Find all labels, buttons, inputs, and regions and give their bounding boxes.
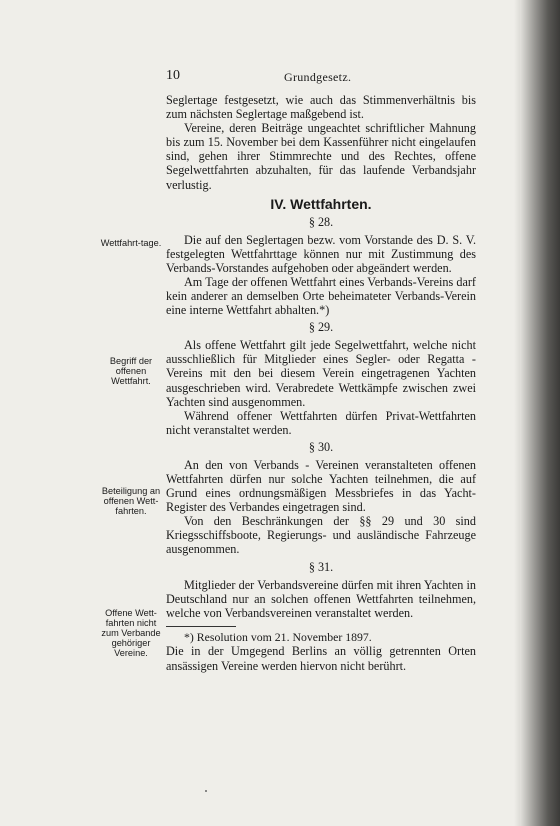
paragraph: Als offene Wettfahrt gilt jede Segelwettfahrt, welche nicht ausschließlich für Mitglieder eines Segler- oder Regatta - Vereins mit den bei diesem Verein eingetragenen Yachten ausgeschrieben wird. Verabredete Wettkämpfe zwischen zwei Yachten sind ausgenommen. bbox=[166, 338, 476, 409]
paragraph: Vereine, deren Beiträge ungeachtet schriftlicher Mahnung bis zum 15. November bei dem Kassenführer nicht eingelaufen sind, gehen ihrer Stimmrechte und des Rechtes, offene Segelwettfahrten abzuhalten, für das laufende Verbandsjahr verlustig. bbox=[166, 121, 476, 192]
margin-note: Beteiligung an offenen Wett-fahrten. bbox=[101, 486, 161, 516]
running-head: Grundgesetz. bbox=[284, 70, 352, 84]
page-number: 10 bbox=[166, 68, 180, 83]
paragraph: An den von Verbands - Vereinen veranstalteten offenen Wettfahrten dürfen nur solche Yachten teilnehmen, die auf Grund eines ordnungsmäßigen Messbriefes in das Yacht-Register des Verbandes eingetragen sind. bbox=[166, 457, 476, 515]
page-header bbox=[166, 68, 476, 86]
margin-note: Offene Wett-fahrten nicht zum Verbande gehöriger Vereine. bbox=[101, 608, 161, 658]
book-spine-shadow bbox=[520, 0, 560, 826]
footnote-rule bbox=[166, 626, 236, 627]
section-number: § 30. bbox=[308, 439, 334, 454]
section-number: § 29. bbox=[308, 320, 334, 335]
body-text bbox=[166, 93, 476, 673]
paragraph: Von den Beschränkungen der §§ 29 und 30 sind Kriegsschiffsboote, Regierungs- und ausländische Fahrzeuge ausgenommen. bbox=[166, 514, 476, 557]
paragraph: Mitglieder der Verbandsvereine dürfen mit ihren Yachten in Deutschland nur an solchen offenen Wettfahrten teilnehmen, welche von Verbandsvereinen veranstaltet werden. bbox=[166, 577, 476, 620]
chapter-heading: IV. Wettfahrten. bbox=[270, 195, 372, 212]
print-speck bbox=[205, 790, 207, 792]
footnote-continuation: Die in der Umgegend Berlins an völlig getrennten Orten ansässigen Vereine werden hiervon nicht berührt. bbox=[166, 644, 476, 673]
paragraph: Am Tage der offenen Wettfahrt eines Verbands-Vereins darf kein anderer an demselben Orte beheimateter Verbands-Verein eine interne Wettfahrt abhalten.*) bbox=[166, 274, 476, 318]
margin-note: Wettfahrt-tage. bbox=[100, 238, 162, 248]
paragraph: Seglertage festgesetzt, wie auch das Stimmenverhältnis bis zum nächsten Seglertage maßgebend ist. bbox=[166, 93, 476, 122]
paragraph: Während offener Wettfahrten dürfen Privat-Wettfahrten nicht veranstaltet werden. bbox=[166, 408, 476, 437]
footnote: *) Resolution vom 21. November 1897. bbox=[184, 629, 372, 644]
section-number: § 28. bbox=[308, 214, 334, 229]
section-number: § 31. bbox=[308, 559, 334, 574]
paragraph: Die auf den Seglertagen bezw. vom Vorstande des D. S. V. festgelegten Wettfahrttage können nur mit Zustimmung des Verbands-Vorstandes aufgehoben oder abgeändert werden. bbox=[166, 232, 476, 275]
margin-note: Begriff der offenen Wettfahrt. bbox=[109, 356, 153, 386]
